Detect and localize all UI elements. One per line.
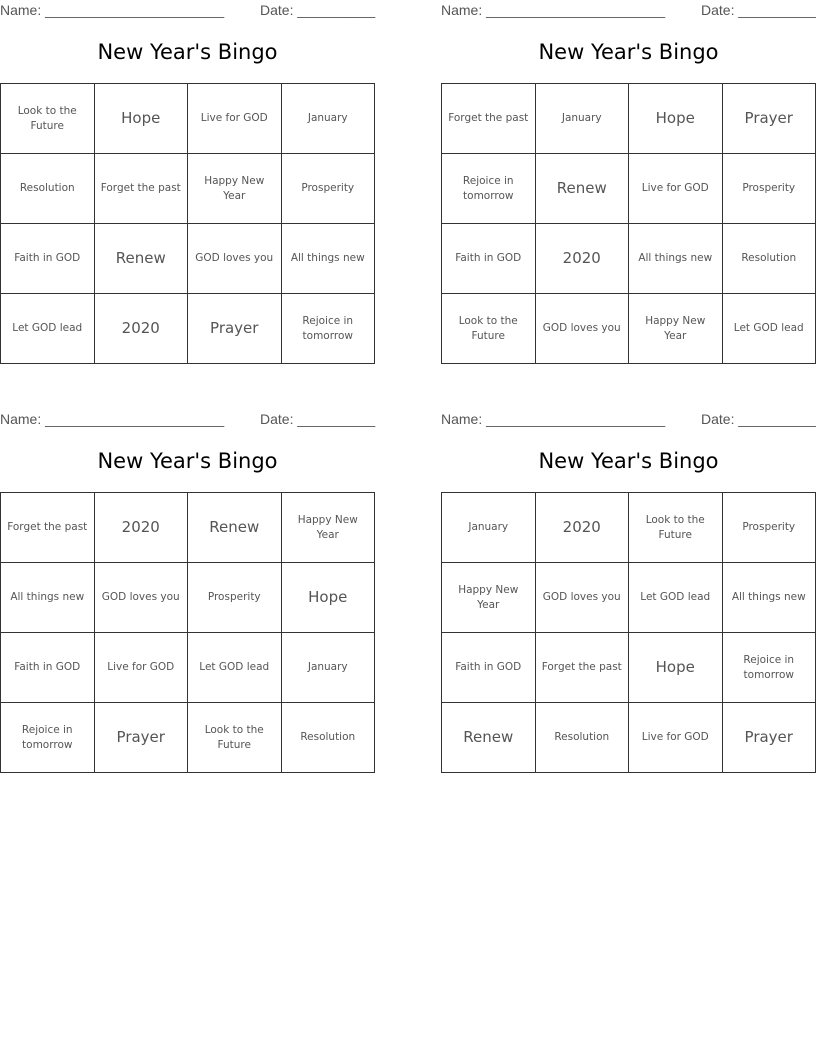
bingo-cell[interactable]: Faith in GOD (442, 633, 536, 703)
bingo-cell[interactable]: Happy New Year (188, 154, 282, 224)
bingo-cell[interactable]: Hope (282, 563, 376, 633)
bingo-cell[interactable]: Prayer (95, 703, 189, 773)
bingo-cell[interactable]: Renew (188, 493, 282, 563)
bingo-cell[interactable]: Hope (95, 84, 189, 154)
bingo-cell[interactable]: Prayer (188, 294, 282, 364)
bingo-card (441, 0, 816, 365)
bingo-cell[interactable]: January (442, 493, 536, 563)
bingo-grid (441, 83, 816, 364)
bingo-cell[interactable]: Hope (629, 84, 723, 154)
bingo-cell[interactable]: Forget the past (442, 84, 536, 154)
date-field[interactable]: Date: __________ (701, 2, 816, 18)
bingo-cell[interactable]: 2020 (95, 493, 189, 563)
bingo-cell[interactable]: Let GOD lead (188, 633, 282, 703)
bingo-cell[interactable]: Look to the Future (188, 703, 282, 773)
date-field[interactable]: Date: __________ (260, 411, 376, 427)
card-title: New Year's Bingo (538, 40, 719, 64)
bingo-cell[interactable]: 2020 (536, 493, 630, 563)
bingo-cell[interactable]: Resolution (536, 703, 630, 773)
bingo-cell[interactable]: Prosperity (723, 493, 816, 563)
bingo-grid (0, 492, 375, 773)
bingo-cell[interactable]: Look to the Future (629, 493, 723, 563)
date-field[interactable]: Date: __________ (701, 411, 816, 427)
bingo-cell[interactable]: Prayer (723, 703, 816, 773)
name-field[interactable]: Name: _______________________ (441, 2, 666, 18)
bingo-cell[interactable]: All things new (629, 224, 723, 294)
bingo-cell[interactable]: Renew (536, 154, 630, 224)
bingo-cell[interactable]: January (282, 633, 376, 703)
bingo-cell[interactable]: Let GOD lead (1, 294, 95, 364)
bingo-cell[interactable]: Faith in GOD (442, 224, 536, 294)
bingo-cell[interactable]: GOD loves you (536, 563, 630, 633)
card-title: New Year's Bingo (97, 449, 278, 473)
bingo-cell[interactable]: Resolution (723, 224, 816, 294)
bingo-cell[interactable]: Renew (442, 703, 536, 773)
bingo-cell[interactable]: Rejoice in tomorrow (442, 154, 536, 224)
bingo-cell[interactable]: Renew (95, 224, 189, 294)
bingo-cell[interactable]: All things new (282, 224, 376, 294)
name-field[interactable]: Name: _______________________ (0, 411, 225, 427)
bingo-cell[interactable]: Forget the past (536, 633, 630, 703)
bingo-cell[interactable]: Let GOD lead (629, 563, 723, 633)
bingo-cell[interactable]: Rejoice in tomorrow (723, 633, 816, 703)
bingo-card (0, 0, 375, 365)
bingo-cell[interactable]: All things new (723, 563, 816, 633)
bingo-cell[interactable]: Prosperity (188, 563, 282, 633)
card-title: New Year's Bingo (97, 40, 278, 64)
bingo-cell[interactable]: Hope (629, 633, 723, 703)
bingo-cell[interactable]: All things new (1, 563, 95, 633)
date-field[interactable]: Date: __________ (260, 2, 376, 18)
bingo-cell[interactable]: Rejoice in tomorrow (1, 703, 95, 773)
bingo-cell[interactable]: Happy New Year (282, 493, 376, 563)
bingo-cell[interactable]: Live for GOD (95, 633, 189, 703)
bingo-cell[interactable]: Live for GOD (629, 703, 723, 773)
bingo-cell[interactable]: 2020 (536, 224, 630, 294)
bingo-card (0, 409, 375, 774)
bingo-cell[interactable]: Live for GOD (629, 154, 723, 224)
bingo-cell[interactable]: Resolution (282, 703, 376, 773)
bingo-cell[interactable]: Look to the Future (1, 84, 95, 154)
bingo-cell[interactable]: Forget the past (1, 493, 95, 563)
bingo-cell[interactable]: Live for GOD (188, 84, 282, 154)
bingo-cell[interactable]: January (536, 84, 630, 154)
bingo-cell[interactable]: Prosperity (282, 154, 376, 224)
bingo-cell[interactable]: Forget the past (95, 154, 189, 224)
card-title: New Year's Bingo (538, 449, 719, 473)
bingo-cell[interactable]: Resolution (1, 154, 95, 224)
bingo-cell[interactable]: GOD loves you (536, 294, 630, 364)
name-field[interactable]: Name: _______________________ (441, 411, 666, 427)
bingo-cell[interactable]: January (282, 84, 376, 154)
bingo-cell[interactable]: Prayer (723, 84, 816, 154)
bingo-cell[interactable]: Let GOD lead (723, 294, 816, 364)
bingo-cell[interactable]: Prosperity (723, 154, 816, 224)
bingo-cell[interactable]: 2020 (95, 294, 189, 364)
bingo-cell[interactable]: Look to the Future (442, 294, 536, 364)
bingo-grid (441, 492, 816, 773)
bingo-cell[interactable]: GOD loves you (95, 563, 189, 633)
bingo-cell[interactable]: Faith in GOD (1, 224, 95, 294)
bingo-cell[interactable]: GOD loves you (188, 224, 282, 294)
bingo-cell[interactable]: Rejoice in tomorrow (282, 294, 376, 364)
bingo-card (441, 409, 816, 774)
bingo-cell[interactable]: Happy New Year (629, 294, 723, 364)
bingo-cell[interactable]: Happy New Year (442, 563, 536, 633)
name-field[interactable]: Name: _______________________ (0, 2, 225, 18)
bingo-grid (0, 83, 375, 364)
bingo-cell[interactable]: Faith in GOD (1, 633, 95, 703)
